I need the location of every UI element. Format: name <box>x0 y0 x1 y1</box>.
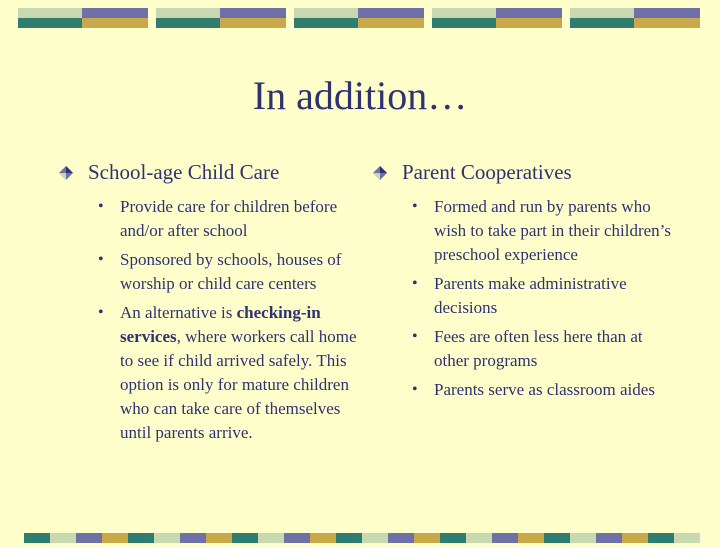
band-segment <box>432 8 496 18</box>
bottom-band-segment <box>362 533 388 543</box>
right-heading <box>372 160 672 185</box>
right-heading-text: Parent Cooperatives <box>402 160 572 184</box>
bottom-band-segment <box>622 533 648 543</box>
bottom-band-segment <box>232 533 258 543</box>
left-bullet-item <box>88 301 358 445</box>
right-bullet-item: • Parents serve as classroom aides <box>402 378 672 402</box>
band-segment <box>82 8 148 18</box>
bottom-band-segment <box>570 533 596 543</box>
band-segment <box>220 18 286 28</box>
bottom-band-segment <box>50 533 76 543</box>
band-segment <box>82 18 148 28</box>
band-segment <box>18 8 82 18</box>
bottom-band-segment <box>648 533 674 543</box>
top-decorative-band <box>0 4 720 34</box>
bottom-band-segment <box>492 533 518 543</box>
right-bullet-item: • Formed and run by parents who wish to take part in their children’s preschool experience <box>402 195 672 267</box>
bottom-band-segment <box>466 533 492 543</box>
bottom-band-segment <box>518 533 544 543</box>
bottom-band-graphic <box>0 533 720 543</box>
band-segment <box>570 8 634 18</box>
band-segment <box>220 8 286 18</box>
diamond-bullet-icon <box>58 165 74 181</box>
bottom-band-segment <box>154 533 180 543</box>
slide-title: In addition… <box>252 73 468 118</box>
band-segment <box>570 18 634 28</box>
right-bullet-item: • Fees are often less here than at other programs <box>402 325 672 373</box>
bottom-band-segment <box>76 533 102 543</box>
diamond-bullet-icon <box>372 165 388 181</box>
band-segment <box>294 8 358 18</box>
bottom-band-segment <box>544 533 570 543</box>
right-column <box>372 160 672 407</box>
bottom-band-segment <box>674 533 700 543</box>
band-segment <box>634 18 700 28</box>
bottom-band-segment <box>388 533 414 543</box>
bottom-band-segment <box>180 533 206 543</box>
left-bullet-item: • Provide care for children before and/or after school <box>88 195 358 243</box>
band-segment <box>18 18 82 28</box>
bullet-text-bold: checking-in services <box>120 303 321 346</box>
band-segment <box>496 8 562 18</box>
bottom-band-segment <box>102 533 128 543</box>
bottom-decorative-band <box>0 530 720 542</box>
right-bullet-item: • Parents make administrative decisions <box>402 272 672 320</box>
bottom-band-segment <box>440 533 466 543</box>
bottom-band-segment <box>336 533 362 543</box>
left-bullet-item: • Sponsored by schools, houses of worship or child care centers <box>88 248 358 296</box>
band-segment <box>156 18 220 28</box>
bottom-band-segment <box>284 533 310 543</box>
band-segment <box>496 18 562 28</box>
band-segment <box>156 8 220 18</box>
bullet-text-pre: An alternative is <box>120 303 237 322</box>
bullet-text-post: , where workers call home to see if child arrived safely. This option is only for mature children who can take care of themselves until parents arrive. <box>120 327 357 442</box>
top-band-graphic <box>0 4 720 34</box>
left-heading <box>58 160 358 185</box>
bottom-band-segment <box>24 533 50 543</box>
right-bullet-list <box>372 195 672 402</box>
bottom-band-segment <box>206 533 232 543</box>
band-segment <box>358 18 424 28</box>
bottom-band-segment <box>310 533 336 543</box>
band-segment <box>432 18 496 28</box>
band-segment <box>294 18 358 28</box>
left-heading-text: School-age Child Care <box>88 160 280 184</box>
bottom-band-segment <box>258 533 284 543</box>
bottom-band-segment <box>128 533 154 543</box>
bottom-band-segment <box>414 533 440 543</box>
left-bullet-list <box>58 195 358 445</box>
left-column <box>58 160 358 450</box>
bottom-band-segment <box>596 533 622 543</box>
band-segment <box>634 8 700 18</box>
band-segment <box>358 8 424 18</box>
